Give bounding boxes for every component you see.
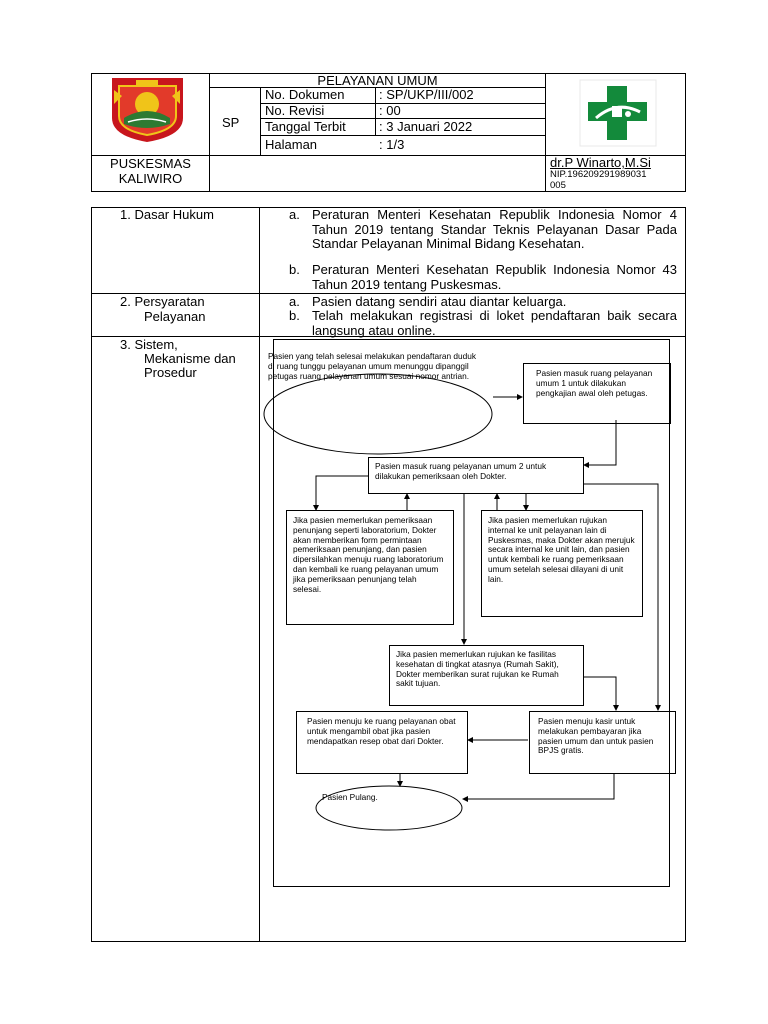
org-name-line2: KALIWIRO (118, 171, 183, 186)
flow-step1-text: Pasien masuk ruang pelayanan umum 1 untuk dilakukan pengkajian awal oleh petugas. (536, 368, 653, 398)
section-1-item-a-letter: a. (289, 207, 300, 222)
header-label-date: Tanggal Terbit (265, 119, 346, 134)
flow-step1-box (523, 363, 671, 424)
signer-nip-line2: 005 (550, 180, 566, 191)
flow-start-text: Pasien yang telah selesai melakukan pendaftaran duduk di ruang tunggu pelayanan umum menunggu dipanggil petugas ruang pelayanan umum sesuai nomor antrian. (268, 351, 477, 381)
section-1-title: 1. Dasar Hukum (120, 207, 214, 222)
section-3-title-line2: Mekanisme dan (144, 351, 236, 366)
header-value-revision: : 00 (379, 103, 401, 118)
signer-name: dr.P Winarto,M.Si (550, 155, 651, 170)
signer-nip-line1: NIP.196209291989031 (550, 169, 647, 180)
flow-cashier-text: Pasien menuju kasir untuk melakukan pembayaran jika pasien umum dan untuk pasien BPJS gratis. (538, 716, 654, 756)
flow-cashier-box (529, 711, 676, 774)
org-name-line1: PUSKESMAS (110, 156, 191, 171)
section-2-title-line2: Pelayanan (144, 309, 206, 324)
section-2-item-a-letter: a. (289, 294, 300, 309)
section-2-title-line1: 2. Persyaratan (120, 294, 205, 309)
doc-type: SP (222, 115, 240, 130)
flow-lab-box (286, 510, 454, 625)
flow-referral-box (389, 645, 584, 706)
section-1-item-b-letter: b. (289, 262, 300, 277)
flow-pharmacy-text: Pasien menuju ke ruang pelayanan obat untuk mengambil obat jika pasien mendapatkan resep obat dari Dokter. (307, 716, 456, 746)
flow-step2-text: Pasien masuk ruang pelayanan umum 2 untuk dilakukan pemeriksaan oleh Dokter. (375, 461, 547, 481)
section-2-item-a-text: Pasien datang sendiri atau diantar keluarga. (312, 294, 567, 309)
header-value-date: : 3 Januari 2022 (379, 119, 473, 134)
doc-title: PELAYANAN UMUM (317, 73, 438, 88)
section-3-title-line3: Prosedur (144, 365, 197, 380)
section-2-item-b-letter: b. (289, 308, 300, 323)
section-2-item-b-text: Telah melakukan registrasi di loket pendaftaran baik secara langsung atau online. (312, 308, 677, 338)
flow-internal-box (481, 510, 643, 617)
section-3-title-line1: 3. Sistem, (120, 337, 178, 352)
section-1-item-b-text: Peraturan Menteri Kesehatan Republik Indonesia Nomor 43 Tahun 2019 tentang Puskesmas. (312, 262, 677, 292)
header-label-page: Halaman (265, 137, 318, 152)
flow-internal-text: Jika pasien memerlukan rujukan internal ke unit pelayanan lain di Puskesmas, maka Dokter akan merujuk secara internal ke unit lain, dan pasien untuk kembali ke ruang pemeriksaan umum setelah selesai dilayani di unit lain. (488, 515, 635, 584)
header-label-revision: No. Revisi (265, 103, 325, 118)
flow-step2-box (368, 457, 584, 494)
section-1-item-a-text: Peraturan Menteri Kesehatan Republik Indonesia Nomor 4 Tahun 2019 tentang Standar Teknis Pelayanan Dasar Pada Standar Pelayanan Minimal Bidang Kesehatan. (312, 207, 677, 251)
header-label-doc-no: No. Dokumen (265, 87, 345, 102)
header-value-page: : 1/3 (379, 137, 405, 152)
flow-referral-text: Jika pasien memerlukan rujukan ke fasilitas kesehatan di tingkat atasnya (Rumah Sakit), Dokter memberikan surat rujukan ke Rumah sakit tujuan. (396, 649, 559, 689)
flow-end-text: Pasien Pulang. (322, 792, 378, 802)
flow-pharmacy-box (296, 711, 468, 774)
flow-lab-text: Jika pasien memerlukan pemeriksaan penunjang seperti laboratorium, Dokter akan memberikan form permintaan pemeriksaan penunjang, dan pasien dipersilahkan menuju ruang laboratorium dan kembali ke ruang pelayanan umum jika pemeriksaan penunjang telah selesai. (293, 515, 444, 594)
header-value-doc-no: : SP/UKP/III/002 (379, 87, 474, 102)
